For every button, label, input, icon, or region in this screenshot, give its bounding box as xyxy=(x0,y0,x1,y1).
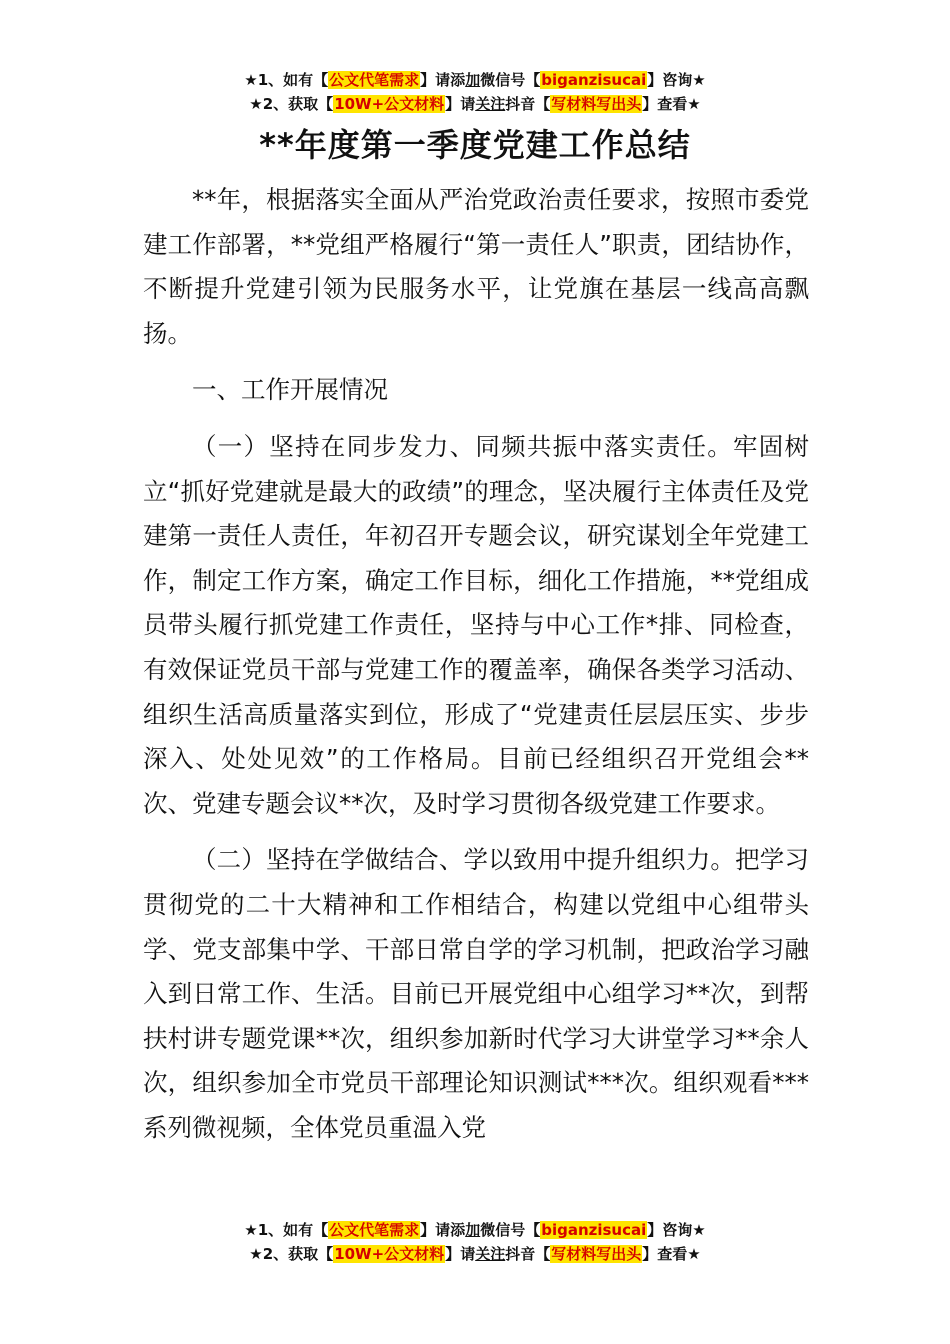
banner-highlight: biganzisucai xyxy=(541,71,647,89)
banner-text: ★2、获取【 xyxy=(249,95,334,113)
banner-highlight: 10W+公文材料 xyxy=(334,1245,445,1263)
banner-text: 】请 xyxy=(445,1245,476,1263)
banner-text: ★2、获取【 xyxy=(249,1245,334,1263)
banner-text: 】咨询★ xyxy=(647,71,706,89)
banner-highlight: biganzisucai xyxy=(541,1221,647,1239)
banner-text: ★1、如有【 xyxy=(244,71,329,89)
banner-highlight: 公文代笔需求 xyxy=(329,71,420,89)
document-body xyxy=(143,178,809,1150)
header-banner xyxy=(0,68,950,116)
banner-text: 】查看★ xyxy=(642,95,701,113)
footer-banner xyxy=(0,1218,950,1266)
banner-line-1 xyxy=(0,1218,950,1242)
banner-line-1 xyxy=(0,68,950,92)
body-paragraph: （二）坚持在学做结合、学以致用中提升组织力。把学习贯彻党的二十大精神和工作相结合，构建以党组中心组带头学、党支部集中学、干部日常自学的学习机制，把政治学习融入到日常工作、生活。目前已开展党组中心组学习**次，到帮扶村讲专题党课**次，组织参加新时代学习大讲堂学习**余人次，组织参加全市党员干部理论知识测试***次。组织观看***系列微视频，全体党员重温入党 xyxy=(143,845,809,1142)
banner-text: 】查看★ xyxy=(642,1245,701,1263)
section-heading: 一、工作开展情况 xyxy=(192,375,388,405)
banner-line-2 xyxy=(0,1242,950,1266)
banner-text: 微信号【 xyxy=(480,1221,541,1239)
banner-highlight: 公文代笔需求 xyxy=(329,1221,420,1239)
banner-text: 】请添 xyxy=(420,71,466,89)
banner-highlight: 写材料写出头 xyxy=(551,1245,642,1263)
banner-underline-text: 加 xyxy=(465,71,481,89)
banner-highlight: 10W+公文材料 xyxy=(334,95,445,113)
banner-text: 】咨询★ xyxy=(647,1221,706,1239)
banner-line-2 xyxy=(0,92,950,116)
document-title: **年度第一季度党建工作总结 xyxy=(259,126,691,164)
banner-text: 微信号【 xyxy=(480,71,541,89)
banner-underline-text: 关注 xyxy=(475,95,506,113)
banner-text: ★1、如有【 xyxy=(244,1221,329,1239)
banner-underline-text: 关注 xyxy=(475,1245,506,1263)
intro-paragraph: **年，根据落实全面从严治党政治责任要求，按照市委党建工作部署，**党组严格履行“第一责任人”职责，团结协作，不断提升党建引领为民服务水平，让党旗在基层一线高高飘扬。 xyxy=(143,185,809,348)
banner-text: 抖音【 xyxy=(505,95,551,113)
banner-text: 抖音【 xyxy=(505,1245,551,1263)
banner-underline-text: 加 xyxy=(465,1221,481,1239)
banner-highlight: 写材料写出头 xyxy=(551,95,642,113)
banner-text: 】请 xyxy=(445,95,476,113)
body-paragraph: （一）坚持在同步发力、同频共振中落实责任。牢固树立“抓好党建就是最大的政绩”的理念，坚决履行主体责任及党建第一责任人责任，年初召开专题会议，研究谋划全年党建工作，制定工作方案，确定工作目标，细化工作措施，**党组成员带头履行抓党建工作责任，坚持与中心工作*排、同检查，有效保证党员干部与党建工作的覆盖率，确保各类学习活动、组织生活高质量落实到位，形成了“党建责任层层压实、步步深入、处处见效”的工作格局。目前已经组织召开党组会**次、党建专题会议**次，及时学习贯彻各级党建工作要求。 xyxy=(143,431,809,818)
banner-text: 】请添 xyxy=(420,1221,466,1239)
